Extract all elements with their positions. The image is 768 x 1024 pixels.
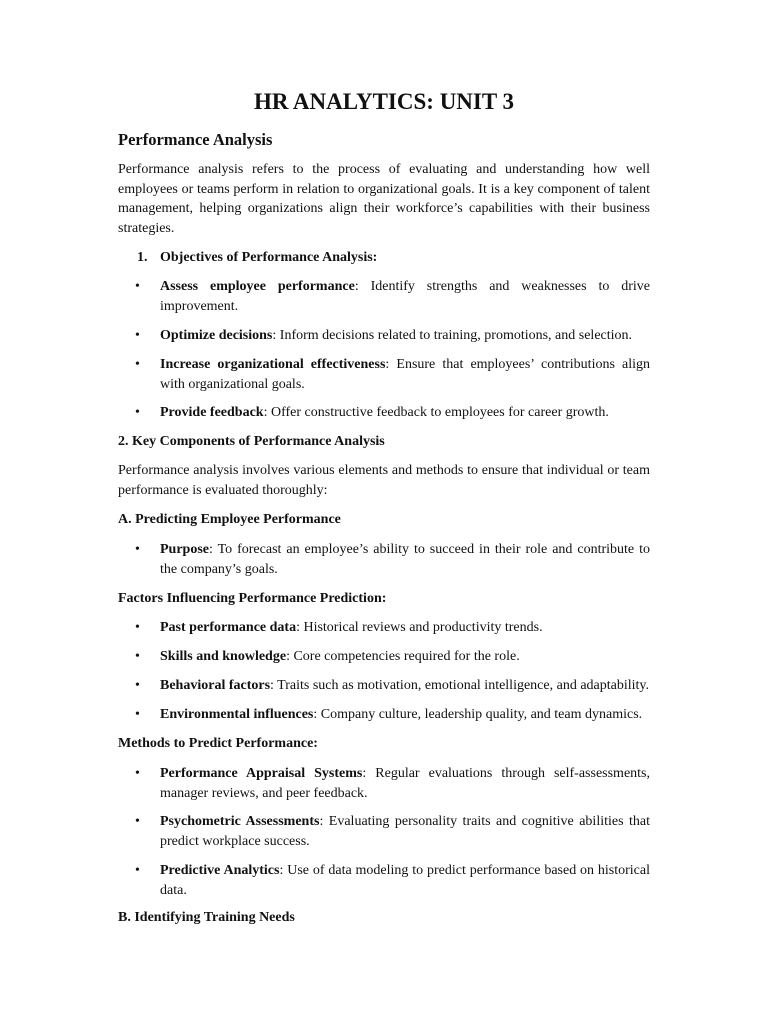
- item-term: Performance Appraisal Systems: [160, 766, 363, 781]
- item-desc: : Historical reviews and productivity trends.: [296, 620, 543, 635]
- list-item: [160, 764, 650, 803]
- bullet-icon: •: [135, 620, 140, 635]
- item-desc: : To forecast an employee’s ability to succeed in their role and contribute to the company’s goals.: [160, 542, 650, 577]
- page-title: HR ANALYTICS: UNIT 3: [253, 89, 515, 114]
- bullet-icon: •: [135, 328, 140, 343]
- item-desc: : Use of data modeling to predict performance based on historical data.: [160, 863, 650, 898]
- intro-paragraph: Performance analysis refers to the process of evaluating and understanding how well employees or teams perform in relation to organizational goals. It is a key component of talent management, helping organizations align their workforce’s capabilities with their business strategies.: [118, 162, 650, 236]
- objectives-heading: Objectives of Performance Analysis:: [160, 250, 378, 265]
- item-term: Environmental influences: [160, 707, 314, 722]
- item-desc: : Inform decisions related to training, promotions, and selection.: [272, 328, 633, 343]
- section-heading: Performance Analysis: [118, 130, 273, 149]
- item-term: Assess employee performance: [160, 279, 355, 294]
- item-desc: : Regular evaluations through self-assessments, manager reviews, and peer feedback.: [160, 766, 650, 801]
- objectives-number: 1.: [137, 250, 148, 265]
- item-desc: : Identify strengths and weaknesses to drive improvement.: [160, 279, 650, 314]
- bullet-icon: •: [135, 542, 140, 557]
- list-item: [160, 403, 650, 423]
- item-desc: : Ensure that employees’ contributions align with organizational goals.: [160, 357, 650, 392]
- item-desc: : Company culture, leadership quality, and team dynamics.: [313, 707, 643, 722]
- bullet-icon: •: [135, 814, 140, 829]
- bullet-icon: •: [135, 766, 140, 781]
- bullet-icon: •: [135, 357, 140, 372]
- list-item: [160, 861, 650, 900]
- components-heading: 2. Key Components of Performance Analysis: [118, 434, 385, 449]
- item-term: Provide feedback: [160, 405, 264, 420]
- components-paragraph: Performance analysis involves various elements and methods to ensure that individual or team performance is evaluated thoroughly:: [118, 463, 650, 498]
- list-item: [160, 277, 650, 316]
- list-item: [160, 326, 650, 346]
- item-desc: : Traits such as motivation, emotional intelligence, and adaptability.: [270, 678, 650, 693]
- item-term: Purpose: [160, 542, 209, 557]
- bullet-icon: •: [135, 678, 140, 693]
- list-item: [160, 676, 650, 696]
- training-heading: B. Identifying Training Needs: [118, 910, 295, 925]
- item-term: Behavioral factors: [160, 678, 271, 693]
- item-term: Optimize decisions: [160, 328, 273, 343]
- item-term: Psychometric Assessments: [160, 814, 320, 829]
- item-term: Predictive Analytics: [160, 863, 280, 878]
- list-item: [160, 705, 650, 725]
- bullet-icon: •: [135, 863, 140, 878]
- methods-heading: Methods to Predict Performance:: [118, 736, 318, 751]
- list-item: [160, 812, 650, 851]
- item-term: Skills and knowledge: [160, 649, 287, 664]
- predicting-heading: A. Predicting Employee Performance: [118, 512, 341, 527]
- item-term: Past performance data: [160, 620, 297, 635]
- bullet-icon: •: [135, 279, 140, 294]
- item-desc: : Evaluating personality traits and cognitive abilities that predict workplace success.: [160, 814, 650, 849]
- factors-heading: Factors Influencing Performance Prediction:: [118, 591, 387, 606]
- list-item: [160, 355, 650, 394]
- bullet-icon: •: [135, 707, 140, 722]
- bullet-icon: •: [135, 649, 140, 664]
- item-term: Increase organizational effectiveness: [160, 357, 386, 372]
- list-item: [160, 540, 650, 579]
- list-item: [160, 618, 650, 638]
- bullet-icon: •: [135, 405, 140, 420]
- item-desc: : Offer constructive feedback to employees for career growth.: [263, 405, 609, 420]
- item-desc: : Core competencies required for the role.: [286, 649, 520, 664]
- list-item: [160, 647, 650, 667]
